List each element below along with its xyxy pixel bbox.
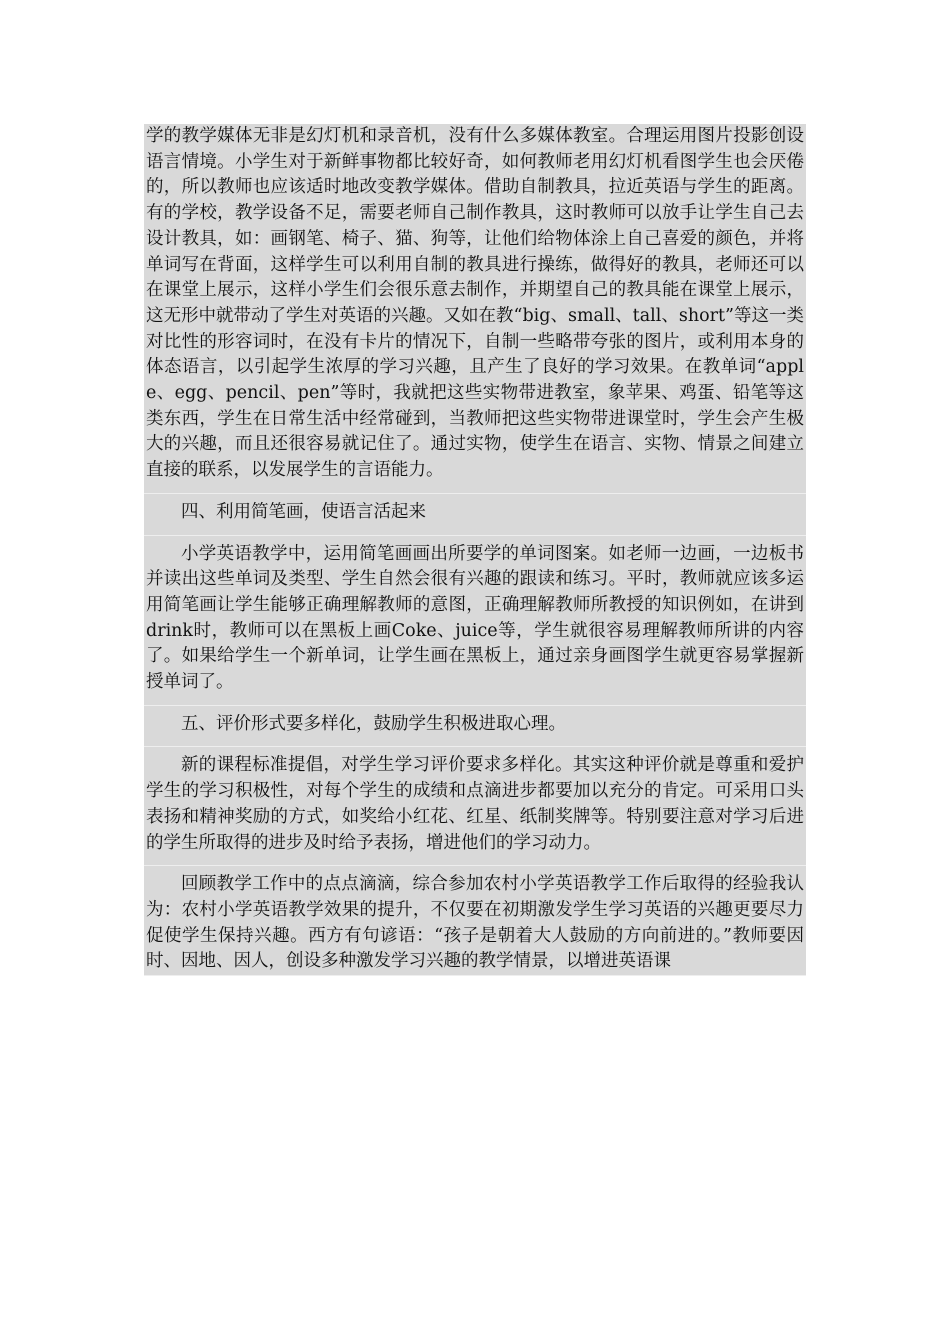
paragraph-conclusion: 回顾教学工作中的点点滴滴，综合参加农村小学英语教学工作后取得的经验我认为：农村小学英语教学效果的提升，不仅要在初期激发学生学习英语的兴趣更要尽力促使学生保持兴趣。西方有句谚语：“孩子是朝着大人鼓励的方向前进的。”教师要因时、因地、因人，创设多种激发学习兴趣的教学情景，以增进英语课 — [144, 866, 806, 976]
section-heading-evaluation: 五、评价形式要多样化，鼓励学生积极进取心理。 — [144, 706, 806, 748]
paragraph-media-and-teaching-aids: 学的教学媒体无非是幻灯机和录音机，没有什么多媒体教室。合理运用图片投影创设语言情境。小学生对于新鲜事物都比较好奇，如何教师老用幻灯机看图学生也会厌倦的，所以教师也应该适时地改变教学媒体。借助自制教具，拉近英语与学生的距离。有的学校，教学设备不足，需要老师自己制作教具，这时教师可以放手让学生自己去设计教具，如：画钢笔、椅子、猫、狗等，让他们给物体涂上自己喜爱的颜色，并将单词写在背面，这样学生可以利用自制的教具进行操练，做得好的教具，老师还可以在课堂上展示，这样小学生们会很乐意去制作，并期望自己的教具能在课堂上展示，这无形中就带动了学生对英语的兴趣。又如在教“big、small、tall、short”等这一类对比性的形容词时，在没有卡片的情况下，自制一些略带夸张的图片，或利用本身的体态语言，以引起学生浓厚的学习兴趣，且产生了良好的学习效果。在教单词“apple、egg、pencil、pen”等时，我就把这些实物带进教室，象苹果、鸡蛋、铅笔等这类东西，学生在日常生活中经常碰到，当教师把这些实物带进课堂时，学生会产生极大的兴趣，而且还很容易就记住了。通过实物，使学生在语言、实物、情景之间建立直接的联系，以发展学生的言语能力。 — [144, 124, 806, 494]
paragraph-evaluation: 新的课程标准提倡，对学生学习评价要求多样化。其实这种评价就是尊重和爱护学生的学习积极性，对每个学生的成绩和点滴进步都要加以充分的肯定。可采用口头表扬和精神奖励的方式，如奖给小红花、红星、纸制奖牌等。特别要注意对学习后进的学生所取得的进步及时给予表扬，增进他们的学习动力。 — [144, 747, 806, 866]
document-body — [144, 124, 806, 976]
paragraph-stick-figures: 小学英语教学中，运用简笔画画出所要学的单词图案。如老师一边画，一边板书并读出这些单词及类型、学生自然会很有兴趣的跟读和练习。平时，教师就应该多运用简笔画让学生能够正确理解教师的意图，正确理解教师所教授的知识例如，在讲到drink时，教师可以在黑板上画Coke、juice等，学生就很容易理解教师所讲的内容了。如果给学生一个新单词，让学生画在黑板上，通过亲身画图学生就更容易掌握新授单词了。 — [144, 536, 806, 706]
section-heading-stick-figures: 四、利用简笔画，使语言活起来 — [144, 494, 806, 536]
